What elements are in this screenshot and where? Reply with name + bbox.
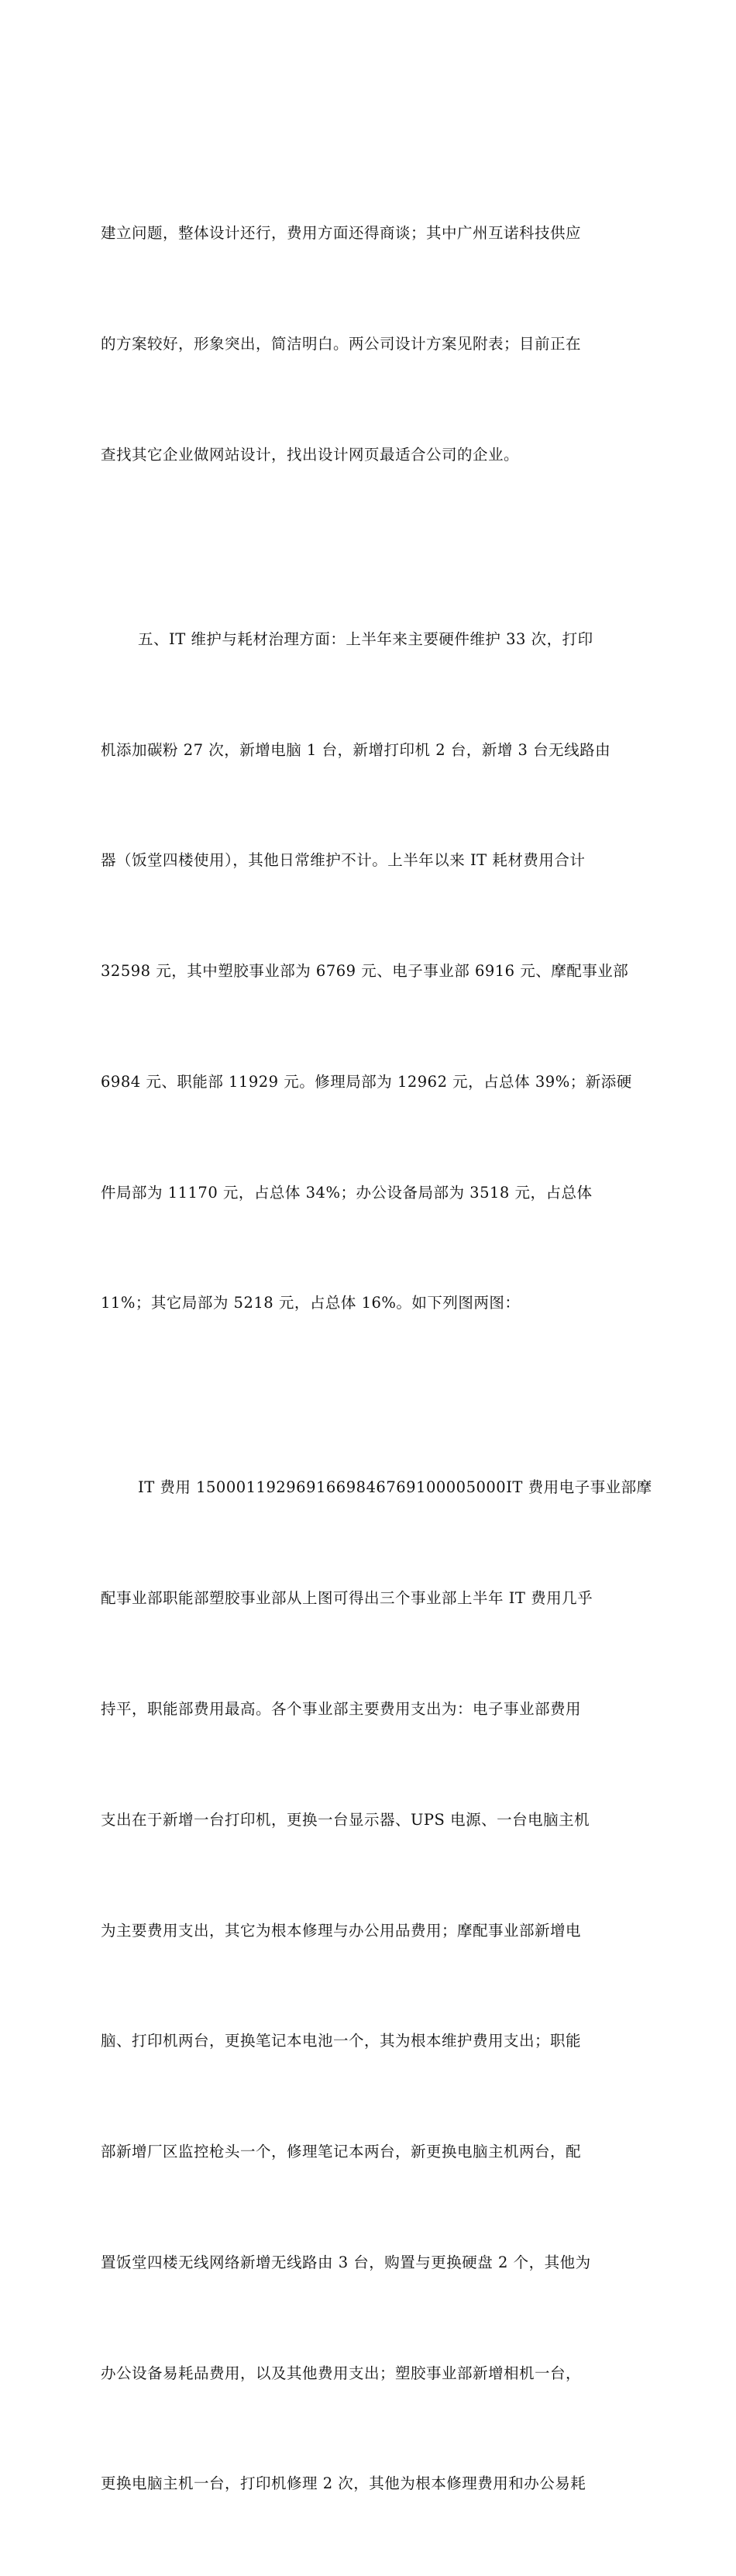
text-line: 支出在于新增一台打印机，更换一台显示器、UPS 电源、一台电脑主机 [101, 1810, 590, 1829]
text-line: 脑、打印机两台，更换笔记本电池一个，其为根本维护费用支出；职能 [101, 2032, 582, 2050]
text-line: 部新增厂区监控枪头一个，修理笔记本两台，新更换电脑主机两台，配 [101, 2143, 582, 2161]
text-line: 器（饭堂四楼使用），其他日常维护不计。上半年以来 IT 耗材费用合计 [101, 851, 586, 870]
text-line: 办公设备易耗品费用，以及其他费用支出；塑胶事业部新增相机一台， [101, 2364, 582, 2382]
text-line: 持平，职能部费用最高。各个事业部主要费用支出为：电子事业部费用 [101, 1699, 582, 1718]
text-line: 为主要费用支出，其它为根本修理与办公用品费用；摩配事业部新增电 [101, 1921, 582, 1940]
text-line: 更换电脑主机一台，打印机修理 2 次，其他为根本修理费用和办公易耗 [101, 2474, 586, 2493]
text-line: 置饭堂四楼无线网络新增无线路由 3 台，购置与更换硬盘 2 个，其他为 [101, 2253, 591, 2271]
text-line: 的方案较好，形象突出，简洁明白。两公司设计方案见附表；目前正在 [101, 334, 582, 353]
paragraph-it-expense-analysis [101, 1395, 652, 2576]
text-line: 配事业部职能部塑胶事业部从上图可得出三个事业部上半年 IT 费用几乎 [101, 1589, 593, 1608]
paragraph-it-maintenance [101, 547, 643, 1396]
text-line: 五、IT 维护与耗材治理方面：上半年来主要硬件维护 33 次，打印 [138, 629, 593, 648]
text-line: 件局部为 11170 元，占总体 34%；办公设备局部为 3518 元，占总体 [101, 1183, 593, 1202]
paragraph-website-design [101, 141, 643, 547]
text-line: 11%；其它局部为 5218 元，占总体 16%。如下列图两图： [101, 1294, 521, 1312]
text-line: 32598 元，其中塑胶事业部为 6769 元、电子事业部 6916 元、摩配事业部 [101, 962, 629, 981]
text-line: 6984 元、职能部 11929 元。修理局部为 12962 元，占总体 39%；新添硬 [101, 1072, 632, 1091]
text-line: IT 费用 1500011929691669846769100005000IT 费用电子事业部摩 [138, 1478, 652, 1497]
document-body [101, 141, 652, 2576]
text-line: 机添加碳粉 27 次，新增电脑 1 台，新增打印机 2 台，新增 3 台无线路由 [101, 740, 611, 759]
text-line: 查找其它企业做网站设计，找出设计网页最适合公司的企业。 [101, 445, 520, 464]
text-line: 建立问题，整体设计还行，费用方面还得商谈；其中广州互诺科技供应 [101, 224, 582, 243]
